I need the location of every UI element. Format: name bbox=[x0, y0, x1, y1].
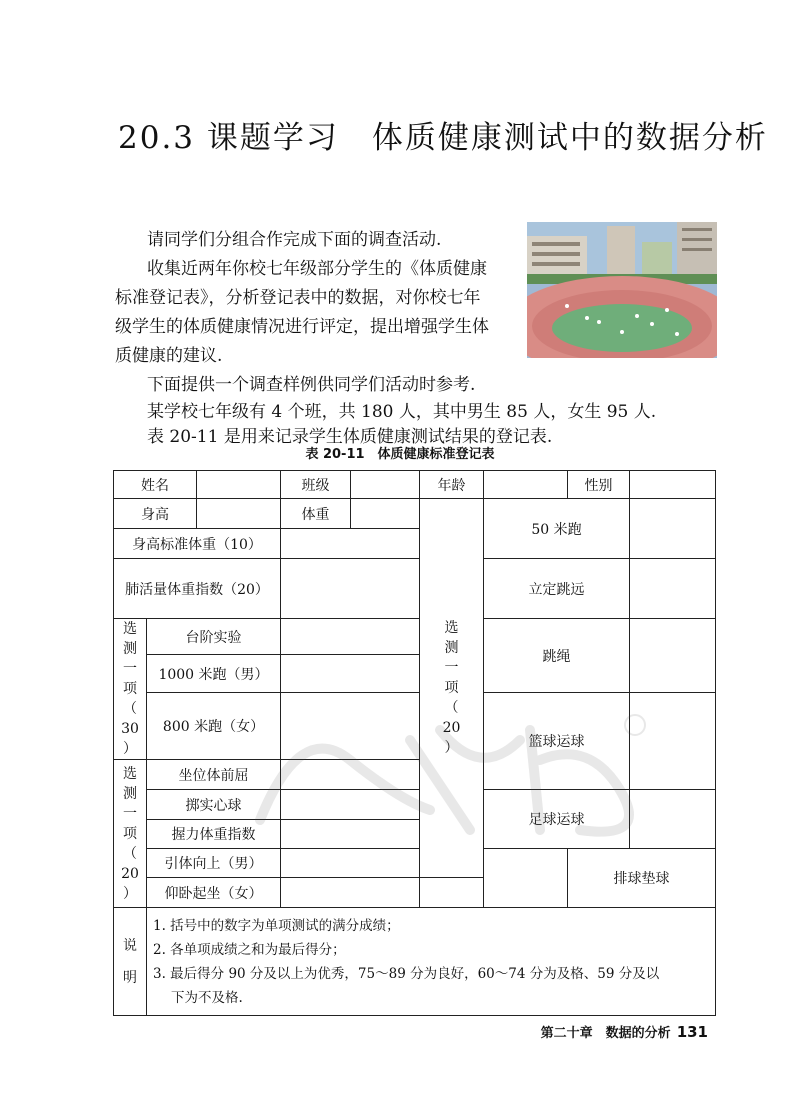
paragraph-line-6: 下面提供一个调查样例供同学们活动时参考. bbox=[147, 375, 476, 395]
name-value-cell[interactable] bbox=[197, 471, 281, 499]
age-label: 年龄 bbox=[420, 471, 484, 499]
age-value-cell[interactable] bbox=[484, 471, 568, 499]
page-number: 131 bbox=[676, 1023, 708, 1041]
page-footer bbox=[541, 1022, 708, 1041]
group3-value-1[interactable] bbox=[630, 499, 716, 559]
table-caption: 表 20-11 体质健康标准登记表 bbox=[305, 447, 495, 462]
vital-capacity-label: 肺活量体重指数（20） bbox=[114, 559, 281, 619]
group2-value-3[interactable] bbox=[281, 820, 420, 849]
note-2: 2. 各单项成绩之和为最后得分； bbox=[153, 941, 346, 958]
group1-item-3: 800 米跑（女） bbox=[147, 693, 281, 760]
registration-table bbox=[113, 470, 716, 1016]
group1-value-3[interactable] bbox=[281, 693, 420, 760]
paragraph-line-1: 请同学们分组合作完成下面的调查活动. bbox=[147, 230, 442, 250]
group1-value-2[interactable] bbox=[281, 655, 420, 693]
note-3: 3. 最后得分 90 分及以上为优秀，75～89 分为良好，60～74 分为及格、59 分及以 bbox=[153, 965, 660, 982]
school-sports-field-photo bbox=[527, 222, 717, 358]
notes-list bbox=[147, 908, 716, 1016]
footer-chapter: 第二十章 数据的分析 bbox=[540, 1026, 671, 1041]
group2-item-1: 坐位体前屈 bbox=[147, 760, 281, 790]
gender-label: 性别 bbox=[568, 471, 630, 499]
photo-drawing bbox=[527, 222, 717, 358]
height-value-cell[interactable] bbox=[197, 499, 281, 529]
name-label: 姓名 bbox=[114, 471, 197, 499]
notes-label: 说 明 bbox=[114, 908, 147, 1016]
gender-value-cell[interactable] bbox=[630, 471, 716, 499]
group3-value-4[interactable] bbox=[630, 693, 716, 790]
group2-value-2[interactable] bbox=[281, 790, 420, 820]
class-label: 班级 bbox=[281, 471, 351, 499]
group3-item-4: 篮球运球 bbox=[484, 693, 630, 790]
group1-item-1: 台阶实验 bbox=[147, 619, 281, 655]
note-1: 1. 括号中的数字为单项测试的满分成绩； bbox=[153, 917, 400, 934]
paragraph-line-5: 质健康的建议. bbox=[115, 346, 223, 366]
paragraph-line-3: 标准登记表》，分析登记表中的数据，对你校七年 bbox=[115, 288, 481, 308]
paragraph-line-7: 某学校七年级有 4 个班，共 180 人，其中男生 85 人，女生 95 人. bbox=[147, 402, 657, 422]
group3-value-2[interactable] bbox=[630, 559, 716, 619]
group3-value-3[interactable] bbox=[630, 619, 716, 693]
height-std-weight-value[interactable] bbox=[281, 529, 420, 559]
group3-item-1: 50 米跑 bbox=[484, 499, 630, 559]
group3-item-2: 立定跳远 bbox=[484, 559, 630, 619]
group2-value-5[interactable] bbox=[281, 878, 420, 908]
group2-item-2: 掷实心球 bbox=[147, 790, 281, 820]
group1-value-1[interactable] bbox=[281, 619, 420, 655]
group2-item-4: 引体向上（男） bbox=[147, 849, 281, 878]
height-label: 身高 bbox=[114, 499, 197, 529]
group3-item-5: 足球运球 bbox=[484, 790, 630, 849]
note-3-continued: 下为不及格. bbox=[171, 989, 243, 1006]
group2-value-1[interactable] bbox=[281, 760, 420, 790]
group2-value-4[interactable] bbox=[281, 849, 420, 878]
section-title: 20.3 课题学习 体质健康测试中的数据分析 bbox=[118, 120, 768, 156]
vital-capacity-value[interactable] bbox=[281, 559, 420, 619]
paragraph-line-8: 表 20-11 是用来记录学生体质健康测试结果的登记表. bbox=[147, 427, 553, 447]
group3-item-6: 排球垫球 bbox=[568, 849, 716, 908]
class-value-cell[interactable] bbox=[351, 471, 420, 499]
weight-value-cell[interactable] bbox=[351, 499, 420, 529]
weight-label: 体重 bbox=[281, 499, 351, 529]
group1-item-2: 1000 米跑（男） bbox=[147, 655, 281, 693]
group2-item-5: 仰卧起坐（女） bbox=[147, 878, 281, 908]
group3-item-3: 跳绳 bbox=[484, 619, 630, 693]
paragraph-line-2: 收集近两年你校七年级部分学生的《体质健康 bbox=[147, 259, 487, 279]
group3-spacer bbox=[484, 849, 568, 908]
group2-label: 选 测 一 项 （ 20 ） bbox=[114, 760, 147, 908]
group1-label: 选 测 一 项 （ 30 ） bbox=[114, 619, 147, 760]
group3-label: 选 测 一 项 （ 20 ） bbox=[420, 499, 484, 878]
group2-item-3: 握力体重指数 bbox=[147, 820, 281, 849]
height-std-weight-label: 身高标准体重（10） bbox=[114, 529, 281, 559]
paragraph-line-4: 级学生的体质健康情况进行评定，提出增强学生体 bbox=[115, 317, 489, 337]
group3-value-5[interactable] bbox=[630, 790, 716, 849]
